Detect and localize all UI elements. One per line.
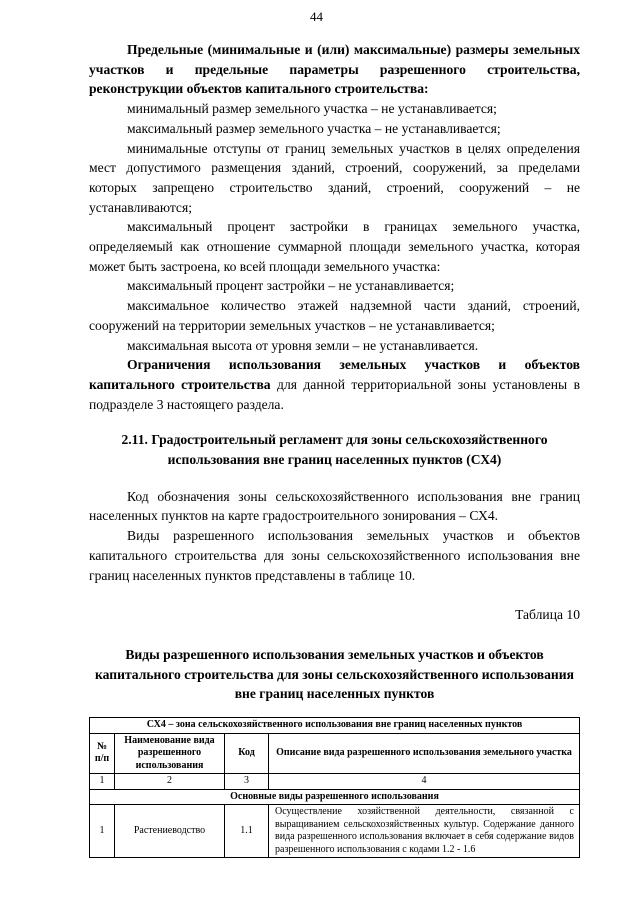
column-number-cell: 3 (225, 774, 269, 790)
limit-item: максимальное количество этажей надземной части зданий, строений, сооружений на территории земельных участков – не устанавливается; (89, 298, 580, 333)
restrictions-bold: Ограничения использования земельных участков и объектов капитального строительства (89, 357, 580, 392)
section-title: 2.11. Градостроительный регламент для зоны сельскохозяйственного использования вне границ населенных пунктов (СХ4) (121, 432, 548, 468)
limit-item: максимальная высота от уровня земли – не устанавливается. (127, 337, 479, 353)
table-column-number-row (90, 774, 580, 790)
header-cell-description: Описание вида разрешенного использования земельного участка (269, 733, 580, 774)
column-number-cell: 1 (90, 774, 115, 790)
group-label-cell: Основные виды разрешенного использования (90, 789, 580, 805)
restrictions-paragraph (89, 355, 580, 414)
page-body (89, 40, 580, 858)
header-cell-name: Наименование вида разрешенного использования (115, 733, 225, 774)
zone-cell: СХ4 – зона сельскохозяйственного использования вне границ населенных пунктов (90, 718, 580, 734)
table-row (90, 805, 580, 858)
table-group-row (90, 789, 580, 805)
header-cell-number: № п/п (90, 733, 115, 774)
section-paragraph-1: Код обозначения зоны сельскохозяйственного использования вне границ населенных пунктов на карте градостроительного зонирования – СХ4. (89, 488, 580, 524)
limit-item: максимальный размер земельного участка – не устанавливается; (127, 120, 501, 136)
limits-heading: Предельные (минимальные и (или) максимальные) размеры земельных участков и предельные параметры разрешенного строительства, реконструкции объектов капитального строительства: (89, 42, 580, 97)
table-zone-row (90, 718, 580, 734)
row-number-cell: 1 (90, 805, 115, 858)
column-number-cell: 4 (269, 774, 580, 790)
usage-table (89, 717, 580, 858)
table-caption: Виды разрешенного использования земельных участков и объектов капитального строительства для зоны сельскохозяйственного использования вне границ населенных пунктов (95, 646, 574, 702)
limit-item: минимальные отступы от границ земельных участков в целях определения мест допустимого размещения зданий, строений, сооружений, за пределами которых запрещено строительство зданий, строений, сооружений – не устанавливаются; (89, 140, 580, 215)
section-paragraph-2: Виды разрешенного использования земельных участков и объектов капитального строительства для зоны сельскохозяйственного использования вне границ населенных пунктов представлены в таблице 10. (89, 528, 580, 583)
row-name-cell: Растениеводство (115, 805, 225, 858)
page-number: 44 (310, 9, 323, 24)
row-description-cell: Осуществление хозяйственной деятельности, связанной с выращиванием сельскохозяйственных культур. Содержание данного вида разрешенного использования включает в себя содержание видов разрешенного использования с кодами 1.2 - 1.6 (269, 805, 580, 858)
limit-item: максимальный процент застройки – не устанавливается; (127, 278, 455, 294)
limit-item: минимальный размер земельного участка – не устанавливается; (127, 101, 497, 117)
row-code-cell: 1.1 (225, 805, 269, 858)
column-number-cell: 2 (115, 774, 225, 790)
table-header-row (90, 733, 580, 774)
header-cell-code: Код (225, 733, 269, 774)
limit-item: максимальный процент застройки в границах земельного участка, определяемый как отношение суммарной площади земельного участка, которая может быть застроена, ко всей площади земельного участка: (89, 219, 580, 274)
restrictions-rest: для данной территориальной зоны установлены в подразделе 3 настоящего раздела. (89, 376, 580, 412)
table-number: Таблица 10 (515, 607, 580, 623)
